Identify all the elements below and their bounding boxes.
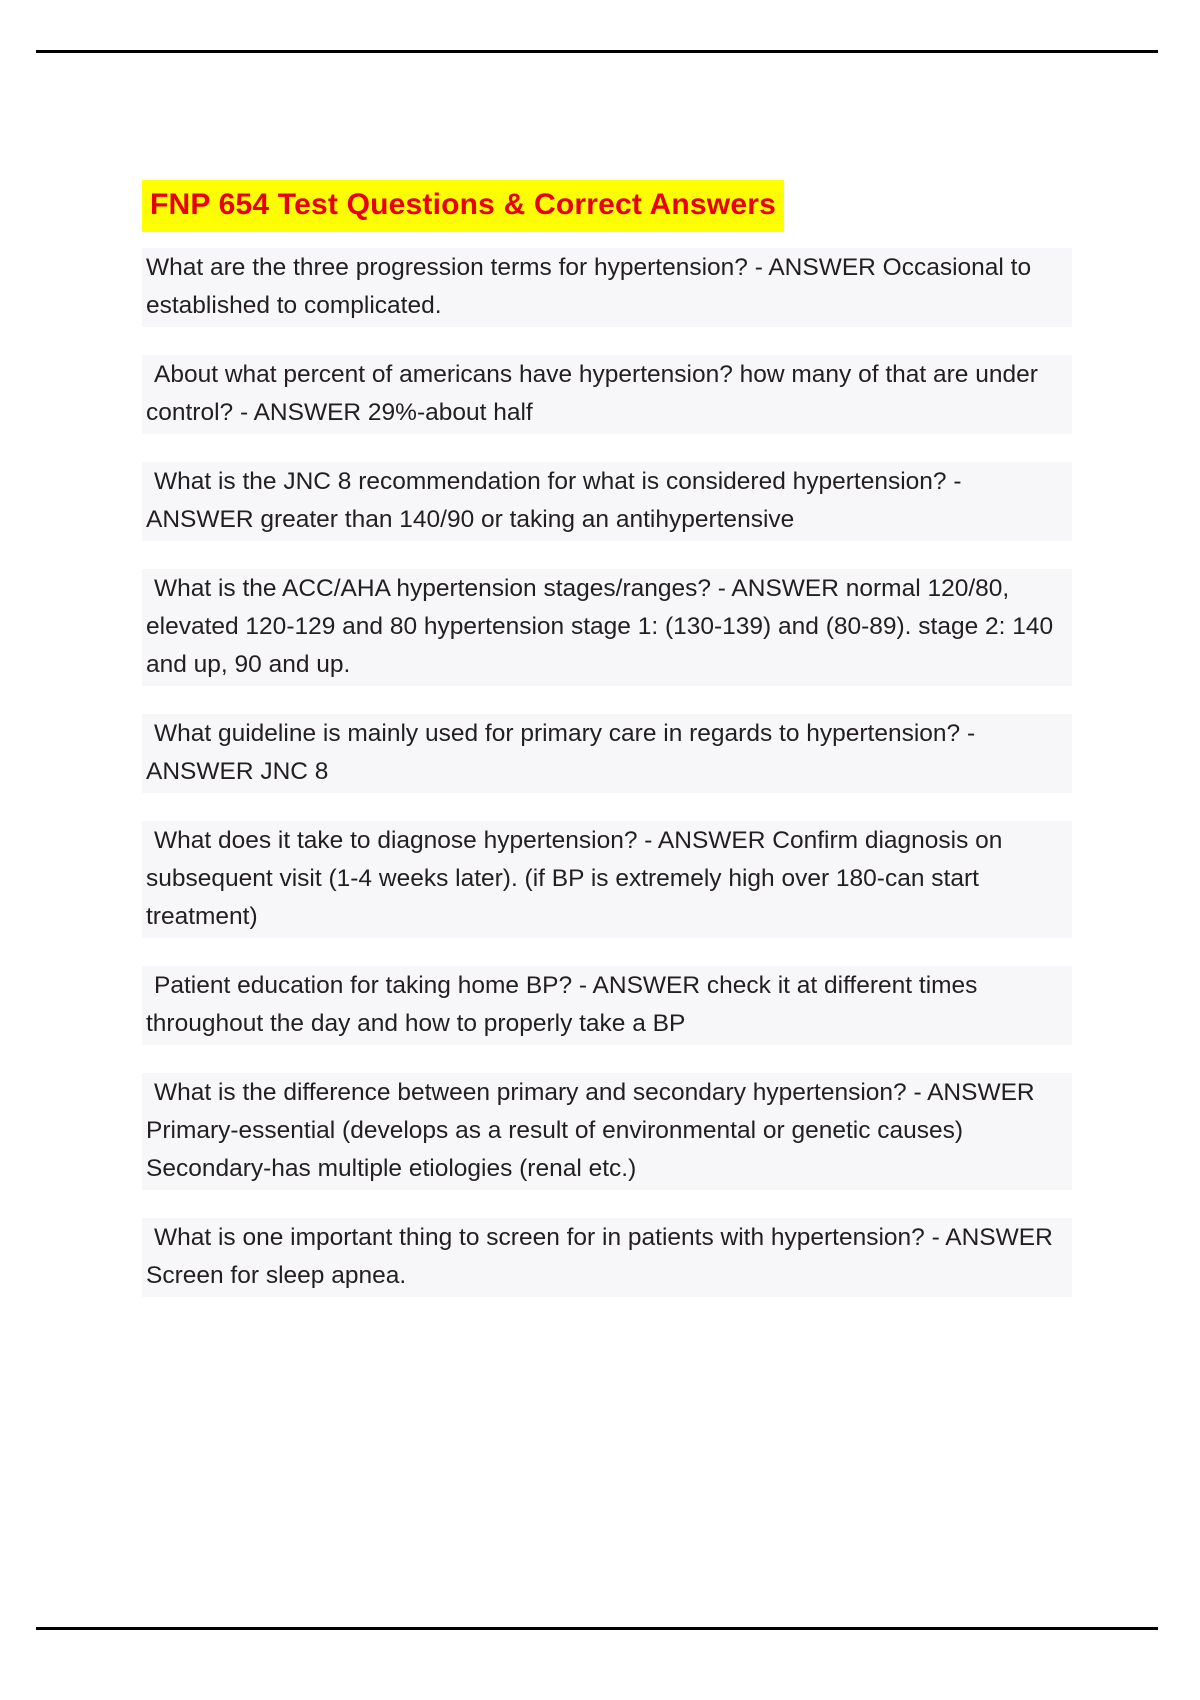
question-answer-list [142,248,1072,1297]
qa-text: What is the difference between primary and secondary hypertension? - ANSWER Primary-essential (develops as a result of environmental or genetic causes) Secondary-has multiple etiologies (renal etc.) [142,1073,1072,1190]
qa-item [142,462,1072,541]
qa-item [142,569,1072,686]
qa-item [142,1073,1072,1190]
qa-text: About what percent of americans have hypertension? how many of that are under control? - ANSWER 29%-about half [142,355,1072,434]
footer-divider-rule [36,1627,1158,1630]
qa-item [142,966,1072,1045]
qa-item [142,355,1072,434]
qa-item [142,821,1072,938]
qa-text: What does it take to diagnose hypertension? - ANSWER Confirm diagnosis on subsequent visit (1-4 weeks later). (if BP is extremely high over 180-can start treatment) [142,821,1072,938]
qa-text: What is one important thing to screen for in patients with hypertension? - ANSWER Screen for sleep apnea. [142,1218,1072,1297]
qa-item [142,1218,1072,1297]
header-divider-rule [36,50,1158,53]
qa-item [142,714,1072,793]
qa-item [142,248,1072,327]
qa-text: What guideline is mainly used for primary care in regards to hypertension? - ANSWER JNC 8 [142,714,1072,793]
document-content [142,180,1072,1325]
page-left-margin [0,0,34,1700]
qa-text: What is the JNC 8 recommendation for what is considered hypertension? - ANSWER greater than 140/90 or taking an antihypertensive [142,462,1072,541]
qa-text: What is the ACC/AHA hypertension stages/ranges? - ANSWER normal 120/80, elevated 120-129 and 80 hypertension stage 1: (130-139) and (80-89). stage 2: 140 and up, 90 and up. [142,569,1072,686]
page-title: FNP 654 Test Questions & Correct Answers [142,180,784,232]
qa-text: What are the three progression terms for hypertension? - ANSWER Occasional to established to complicated. [142,248,1072,327]
qa-text: Patient education for taking home BP? - ANSWER check it at different times throughout the day and how to properly take a BP [142,966,1072,1045]
